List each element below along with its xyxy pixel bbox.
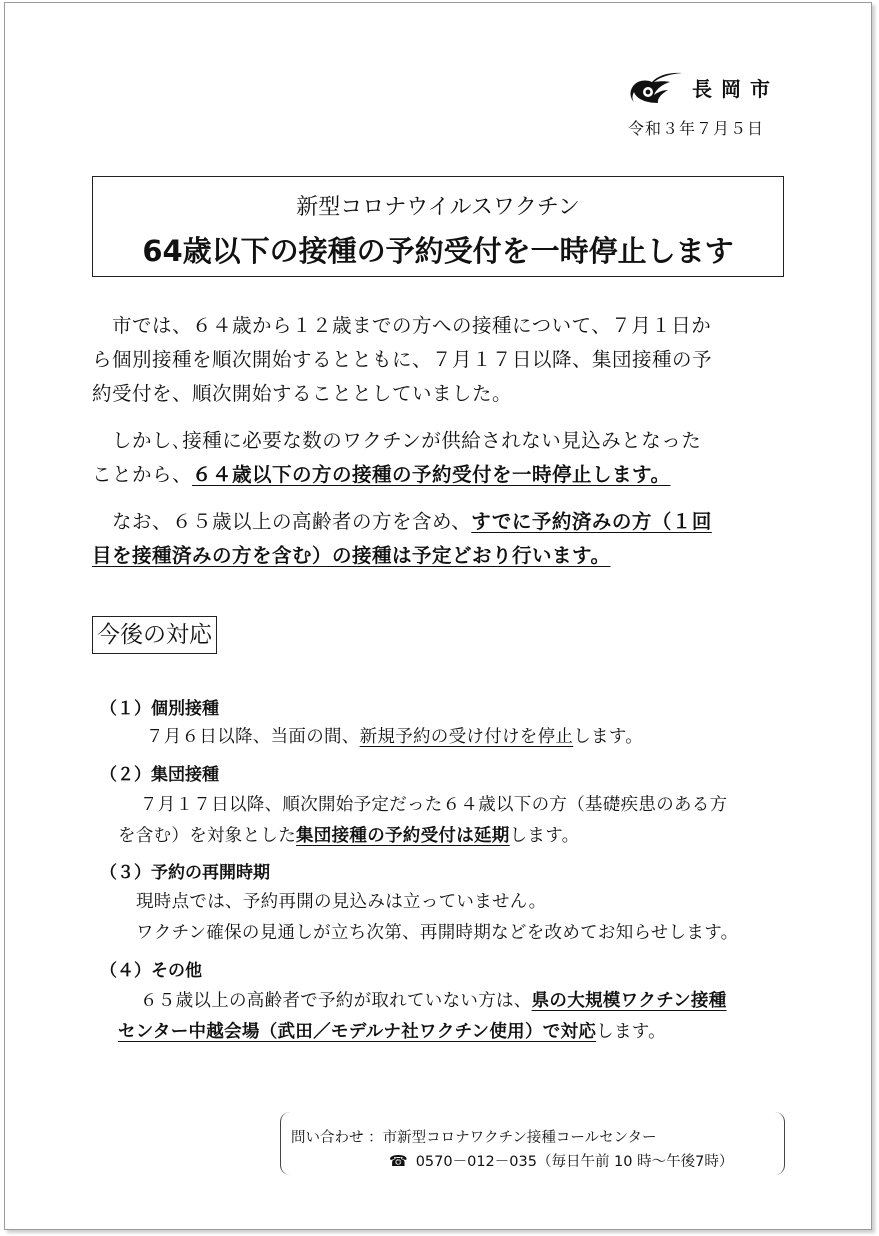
- city-header: [630, 70, 779, 104]
- section-title: 今後の対応: [92, 616, 217, 654]
- item-text: ７月１７日以降、順次開始予定だった６４歳以下の方（基礎疾患のある方: [140, 795, 728, 815]
- intro-line: [92, 505, 792, 539]
- item-text: 現時点では、予約再開の見込みは立っていません。: [136, 892, 547, 912]
- item-emphasis: 新規予約の受け付けを停止: [359, 727, 574, 747]
- intro-paragraph-2: [92, 424, 792, 492]
- intro-text: なお、６５歳以上の高齢者の方を含め、: [92, 510, 472, 533]
- item-heading-restart: （３）予約の再開時期: [100, 863, 270, 883]
- intro-line: 約受付を、順次開始することとしていました。: [92, 382, 513, 405]
- item-emphasis: センター中越会場（武田／モデルナ社ワクチン使用）で対応: [118, 1022, 597, 1042]
- item-text: [118, 1018, 666, 1043]
- item-text: [146, 723, 643, 748]
- item-text-part: します。: [596, 1022, 666, 1042]
- intro-paragraph-3: [92, 505, 792, 573]
- item-text: [140, 987, 727, 1012]
- issue-date: 令和３年７月５日: [628, 119, 765, 138]
- item-text-part: を含む）を対象とした: [118, 826, 296, 846]
- intro-paragraph-1: [92, 309, 792, 411]
- item-text: [118, 822, 579, 847]
- item-heading-group: （２）集団接種: [100, 765, 219, 785]
- contact-label: 問い合わせ ：市新型コロナワクチン接種コールセンター: [291, 1130, 657, 1146]
- contact-box: [280, 1112, 785, 1175]
- item-emphasis: 集団接種の予約受付は延期: [296, 826, 510, 846]
- item-text-part: します。: [573, 727, 644, 747]
- existing-reservation-notice: すでに予約済みの方（１回: [471, 510, 712, 533]
- item-emphasis: 県の大規模ワクチン接種: [531, 991, 727, 1011]
- intro-line: [92, 458, 792, 492]
- intro-line: 市では、６４歳から１２歳までの方への接種について、７月１日か: [92, 314, 712, 337]
- title-headline: 64歳以下の接種の予約受付を一時停止します: [142, 234, 734, 268]
- item-text-part: します。: [509, 826, 580, 846]
- intro-line: ら個別接種を順次開始するとともに、７月１７日以降、集団接種の予: [92, 348, 713, 371]
- contact-phone: 0570－012－035（毎日午前 10 時～午後7時）: [415, 1154, 734, 1170]
- contact-phone-line: [389, 1150, 733, 1171]
- title-box: [92, 176, 784, 277]
- item-text-part: ６５歳以上の高齢者で予約が取れていない方は、: [140, 991, 532, 1011]
- city-logo-icon: [630, 70, 684, 104]
- telephone-icon: ☎: [389, 1152, 408, 1170]
- item-text: ワクチン確保の見通しが立ち次第、再開時期などを改めてお知らせします。: [136, 923, 739, 943]
- item-heading-individual: （１）個別接種: [100, 699, 219, 719]
- city-name: 長岡市: [692, 76, 779, 101]
- intro-text: ことから、: [92, 463, 193, 486]
- suspension-notice: ６４歳以下の方の接種の予約受付を一時停止します。: [192, 463, 671, 486]
- existing-reservation-notice: 目を接種済みの方を含む）の接種は予定どおり行います。: [92, 544, 611, 567]
- item-heading-other: （４）その他: [100, 961, 202, 981]
- item-text-part: ７月６日以降、当面の間、: [146, 727, 360, 747]
- title-subject: 新型コロナウイルスワクチン: [296, 195, 580, 220]
- intro-line: [92, 539, 792, 573]
- intro-line: しかし､接種に必要な数のワクチンが供給されない見込みとなった: [92, 429, 702, 452]
